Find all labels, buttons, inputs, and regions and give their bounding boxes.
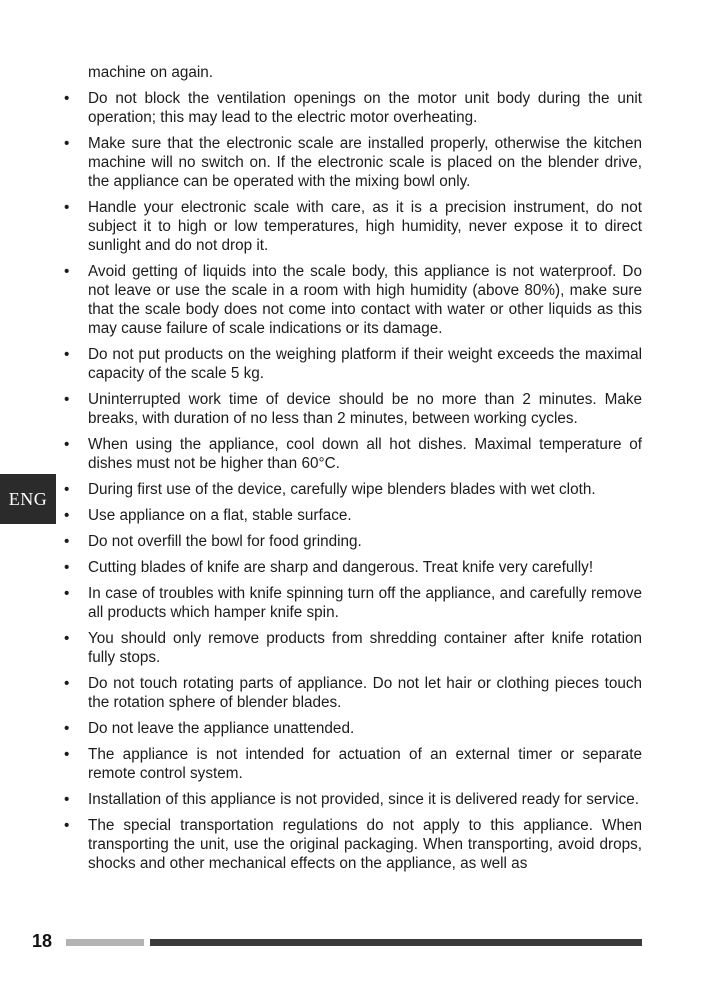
- bullet-dot-icon: •: [64, 559, 70, 576]
- bullet-text: You should only remove products from shredding container after knife rotation fully stops.: [88, 630, 642, 666]
- bullet-dot-icon: •: [64, 746, 70, 763]
- bullet-item: [64, 390, 642, 428]
- bullet-item: [64, 506, 642, 525]
- manual-text-body: [64, 63, 642, 880]
- bullet-text: Do not touch rotating parts of appliance. Do not let hair or clothing pieces touch the rotation sphere of blender blades.: [88, 675, 642, 711]
- bullet-dot-icon: •: [64, 346, 70, 363]
- language-tab: ENG: [0, 474, 56, 524]
- bullet-item: [64, 816, 642, 873]
- footer-bar-dark: [150, 939, 642, 946]
- bullet-item: [64, 629, 642, 667]
- bullet-text: The special transportation regulations do not apply to this appliance. When transporting the unit, use the original packaging. When transporting, avoid drops, shocks and other mechanical effects on the appliance, as well as: [88, 817, 642, 872]
- bullet-item: [64, 345, 642, 383]
- bullet-dot-icon: •: [64, 585, 70, 602]
- bullet-dot-icon: •: [64, 791, 70, 808]
- bullet-dot-icon: •: [64, 199, 70, 216]
- bullet-dot-icon: •: [64, 90, 70, 107]
- bullet-item: [64, 198, 642, 255]
- bullet-item: [64, 790, 642, 809]
- bullet-text: Do not leave the appliance unattended.: [88, 720, 355, 737]
- bullet-item: [64, 584, 642, 622]
- bullet-text: During first use of the device, carefully wipe blenders blades with wet cloth.: [88, 481, 596, 498]
- bullet-text: Do not overfill the bowl for food grinding.: [88, 533, 362, 550]
- bullet-dot-icon: •: [64, 675, 70, 692]
- safety-bullet-list: [64, 89, 642, 873]
- bullet-item: [64, 745, 642, 783]
- bullet-item: [64, 435, 642, 473]
- bullet-item: [64, 558, 642, 577]
- bullet-text: The appliance is not intended for actuation of an external timer or separate remote control system.: [88, 746, 642, 782]
- bullet-dot-icon: •: [64, 720, 70, 737]
- bullet-item: [64, 674, 642, 712]
- bullet-dot-icon: •: [64, 135, 70, 152]
- bullet-dot-icon: •: [64, 263, 70, 280]
- bullet-item: [64, 134, 642, 191]
- bullet-text: Cutting blades of knife are sharp and dangerous. Treat knife very carefully!: [88, 559, 594, 576]
- bullet-text: Make sure that the electronic scale are installed properly, otherwise the kitchen machine will no switch on. If the electronic scale is placed on the blender drive, the appliance can be operated with the mixing bowl only.: [88, 135, 642, 190]
- bullet-item: [64, 480, 642, 499]
- bullet-text: Handle your electronic scale with care, as it is a precision instrument, do not subject it to high or low temperatures, high humidity, never expose it to direct sunlight and do not drop it.: [88, 199, 642, 254]
- bullet-dot-icon: •: [64, 436, 70, 453]
- bullet-text: Avoid getting of liquids into the scale body, this appliance is not waterproof. Do not leave or use the scale in a room with high humidity (above 80%), make sure that the scale body does not come into contact with water or other liquids as this may cause failure of scale indications or its damage.: [88, 263, 642, 337]
- bullet-item: [64, 719, 642, 738]
- bullet-text: Do not put products on the weighing platform if their weight exceeds the maximal capacity of the scale 5 kg.: [88, 346, 642, 382]
- bullet-text: Installation of this appliance is not provided, since it is delivered ready for service.: [88, 791, 639, 808]
- bullet-dot-icon: •: [64, 817, 70, 834]
- bullet-dot-icon: •: [64, 507, 70, 524]
- bullet-text: Do not block the ventilation openings on the motor unit body during the unit operation; this may lead to the electric motor overheating.: [88, 90, 642, 126]
- bullet-text: In case of troubles with knife spinning turn off the appliance, and carefully remove all products which hamper knife spin.: [88, 585, 642, 621]
- bullet-dot-icon: •: [64, 391, 70, 408]
- bullet-dot-icon: •: [64, 630, 70, 647]
- bullet-dot-icon: •: [64, 481, 70, 498]
- bullet-item: [64, 89, 642, 127]
- bullet-item: [64, 262, 642, 338]
- bullet-item: [64, 532, 642, 551]
- page-number: 18: [32, 931, 53, 951]
- continuation-text: machine on again.: [88, 64, 214, 81]
- bullet-dot-icon: •: [64, 533, 70, 550]
- bullet-text: Use appliance on a flat, stable surface.: [88, 507, 352, 524]
- bullet-text: When using the appliance, cool down all hot dishes. Maximal temperature of dishes must not be higher than 60°C.: [88, 436, 642, 472]
- bullet-text: Uninterrupted work time of device should be no more than 2 minutes. Make breaks, with duration of no less than 2 minutes, between working cycles.: [88, 391, 642, 427]
- footer-bar-light: [66, 939, 144, 946]
